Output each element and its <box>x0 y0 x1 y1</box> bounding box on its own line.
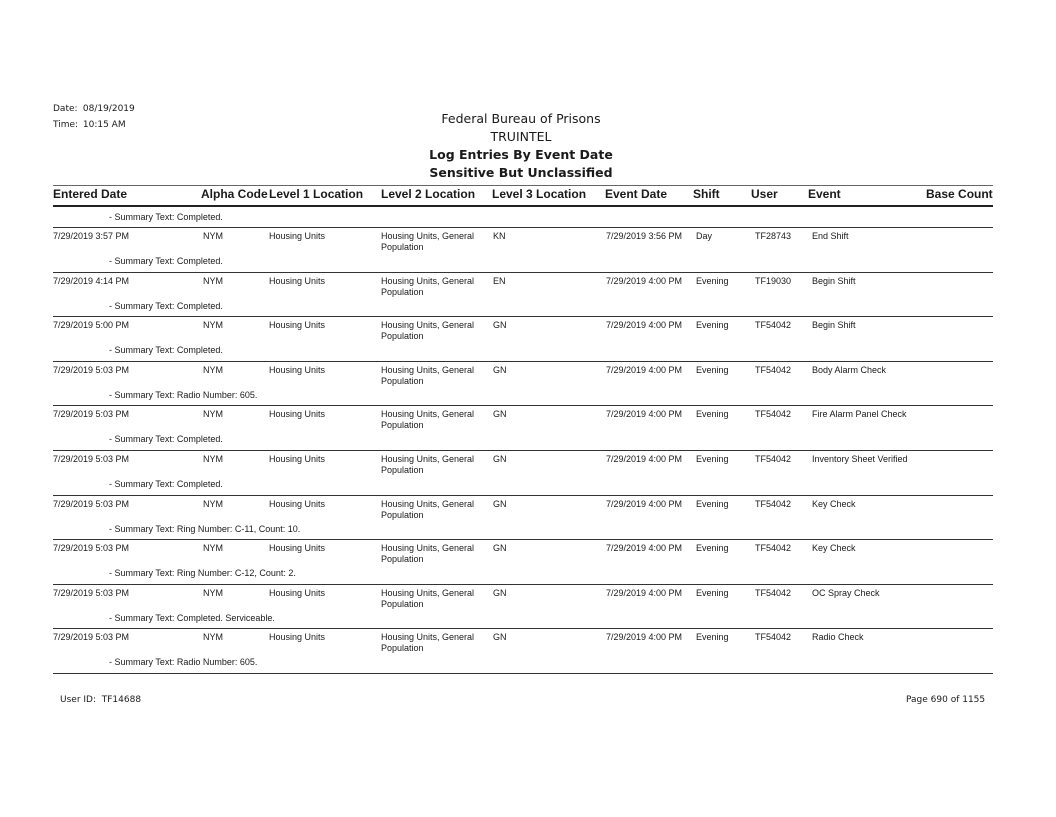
alpha-code-cell: NYM <box>203 543 223 554</box>
summary-text: - Summary Text: Completed. <box>109 212 223 222</box>
alpha-code-cell: NYM <box>203 454 223 464</box>
level2-cell: Housing Units, General Population <box>381 587 475 609</box>
date-value: 08/19/2019 <box>82 104 135 114</box>
col-level1: Level 1 Location <box>269 187 364 201</box>
shift-cell: Evening <box>696 275 729 286</box>
report-date <box>53 104 135 114</box>
level3-cell: GN <box>493 498 507 509</box>
level2-cell: Housing Units, General Population <box>381 320 475 342</box>
summary-text: - Summary Text: Ring Number: C-12, Count: 2. <box>109 568 296 579</box>
event-date-cell: 7/29/2019 4:00 PM <box>606 320 683 331</box>
col-base-count: Base Count <box>926 187 993 201</box>
entered-date-cell: 7/29/2019 5:03 PM <box>53 587 130 598</box>
level2-cell: Housing Units, General Population <box>381 275 475 297</box>
summary-text: - Summary Text: Completed. <box>109 256 223 266</box>
event-date-cell: 7/29/2019 4:00 PM <box>606 454 683 464</box>
level3-cell: GN <box>493 543 507 554</box>
alpha-code-cell: NYM <box>203 632 223 643</box>
col-level2: Level 2 Location <box>381 187 476 201</box>
alpha-code-cell: NYM <box>203 498 223 509</box>
entered-date-cell: 7/29/2019 5:00 PM <box>53 320 130 331</box>
user-id-label: User ID: <box>60 695 96 705</box>
level3-cell: GN <box>493 409 507 420</box>
col-shift: Shift <box>693 187 720 201</box>
user-cell: TF54042 <box>755 320 792 331</box>
level3-cell: GN <box>493 364 507 375</box>
user-id-value: TF14688 <box>101 695 142 705</box>
col-entered-date: Entered Date <box>53 187 128 201</box>
alpha-code-cell: NYM <box>203 364 223 375</box>
col-alpha-code: Alpha Code <box>201 187 268 201</box>
alpha-code-cell: NYM <box>203 275 223 286</box>
level1-cell: Housing Units <box>269 231 326 241</box>
row-rule <box>53 628 993 629</box>
col-event-date: Event Date <box>605 187 668 201</box>
summary-text: - Summary Text: Radio Number: 605. <box>109 389 258 400</box>
row-rule <box>53 584 993 585</box>
event-date-cell: 7/29/2019 4:00 PM <box>606 587 683 598</box>
summary-text: - Summary Text: Completed. <box>109 300 223 311</box>
level3-cell: GN <box>493 587 507 598</box>
header-top-rule <box>53 185 993 186</box>
user-cell: TF28743 <box>755 231 792 241</box>
level1-cell: Housing Units <box>269 543 326 554</box>
classification: Sensitive But Unclassified <box>429 165 613 180</box>
entered-date-cell: 7/29/2019 4:14 PM <box>53 275 130 286</box>
level1-cell: Housing Units <box>269 632 326 643</box>
system-name: TRUINTEL <box>490 129 552 144</box>
level1-cell: Housing Units <box>269 364 326 375</box>
level1-cell: Housing Units <box>269 454 326 464</box>
level1-cell: Housing Units <box>269 320 326 331</box>
event-cell: Key Check <box>812 498 856 509</box>
alpha-code-cell: NYM <box>203 409 223 420</box>
alpha-code-cell: NYM <box>203 231 223 241</box>
time-value: 10:15 AM <box>82 120 126 130</box>
entered-date-cell: 7/29/2019 5:03 PM <box>53 409 130 420</box>
shift-cell: Evening <box>696 543 729 554</box>
level1-cell: Housing Units <box>269 275 326 286</box>
event-date-cell: 7/29/2019 4:00 PM <box>606 409 683 420</box>
summary-text: - Summary Text: Ring Number: C-11, Count: 10. <box>109 523 301 534</box>
shift-cell: Evening <box>696 320 729 331</box>
user-cell: TF54042 <box>755 632 792 643</box>
header-rule <box>53 205 993 207</box>
shift-cell: Evening <box>696 587 729 598</box>
level1-cell: Housing Units <box>269 587 326 598</box>
user-cell: TF54042 <box>755 454 792 464</box>
entered-date-cell: 7/29/2019 5:03 PM <box>53 364 130 375</box>
col-event: Event <box>808 187 841 201</box>
report-time <box>53 120 126 130</box>
level3-cell: KN <box>493 231 506 241</box>
summary-text: - Summary Text: Completed. <box>109 479 223 489</box>
row-rule <box>53 272 993 273</box>
col-level3: Level 3 Location <box>492 187 587 201</box>
row-rule <box>53 316 993 317</box>
level2-cell: Housing Units, General Population <box>381 454 475 475</box>
entered-date-cell: 7/29/2019 5:03 PM <box>53 454 130 464</box>
alpha-code-cell: NYM <box>203 587 223 598</box>
event-cell: Begin Shift <box>812 320 856 331</box>
event-cell: Body Alarm Check <box>812 364 887 375</box>
user-cell: TF54042 <box>755 543 792 554</box>
page-number: Page 690 of 1155 <box>906 695 986 705</box>
level2-cell: Housing Units, General Population <box>381 632 475 654</box>
event-cell: Fire Alarm Panel Check <box>812 409 907 420</box>
time-label: Time: <box>53 120 79 130</box>
row-rule <box>53 495 993 496</box>
level3-cell: GN <box>493 632 507 643</box>
user-cell: TF54042 <box>755 498 792 509</box>
level1-cell: Housing Units <box>269 409 326 420</box>
row-rule <box>53 227 993 228</box>
summary-text: - Summary Text: Completed. Serviceable. <box>109 612 275 623</box>
date-label: Date: <box>53 104 78 114</box>
level3-cell: GN <box>493 320 507 331</box>
event-cell: End Shift <box>812 231 849 241</box>
user-cell: TF54042 <box>755 364 792 375</box>
summary-text: - Summary Text: Completed. <box>109 434 223 445</box>
level2-cell: Housing Units, General Population <box>381 543 475 565</box>
level2-cell: Housing Units, General Population <box>381 498 475 520</box>
shift-cell: Evening <box>696 454 729 464</box>
event-date-cell: 7/29/2019 4:00 PM <box>606 543 683 554</box>
report-title: Log Entries By Event Date <box>429 147 613 162</box>
level3-cell: EN <box>493 275 506 286</box>
shift-cell: Evening <box>696 632 729 643</box>
shift-cell: Evening <box>696 364 729 375</box>
shift-cell: Evening <box>696 409 729 420</box>
entered-date-cell: 7/29/2019 5:03 PM <box>53 543 130 554</box>
event-cell: OC Spray Check <box>812 587 880 598</box>
row-rule <box>53 539 993 540</box>
event-date-cell: 7/29/2019 4:00 PM <box>606 498 683 509</box>
footer-user <box>60 695 141 705</box>
event-cell: Radio Check <box>812 632 864 643</box>
event-cell: Inventory Sheet Verified <box>812 454 908 464</box>
level2-cell: Housing Units, General Population <box>381 364 475 386</box>
summary-text: - Summary Text: Completed. <box>109 345 223 356</box>
shift-cell: Evening <box>696 498 729 509</box>
row-rule <box>53 450 993 451</box>
user-cell: TF19030 <box>755 275 792 286</box>
user-cell: TF54042 <box>755 587 792 598</box>
entered-date-cell: 7/29/2019 5:03 PM <box>53 632 130 643</box>
level1-cell: Housing Units <box>269 498 326 509</box>
row-rule <box>53 361 993 362</box>
shift-cell: Day <box>696 231 713 241</box>
user-cell: TF54042 <box>755 409 792 420</box>
entered-date-cell: 7/29/2019 5:03 PM <box>53 498 130 509</box>
table-end-rule <box>53 673 993 674</box>
entered-date-cell: 7/29/2019 3:57 PM <box>53 231 130 241</box>
event-date-cell: 7/29/2019 4:00 PM <box>606 632 683 643</box>
level2-cell: Housing Units, General Population <box>381 409 475 431</box>
row-rule <box>53 405 993 406</box>
event-date-cell: 7/29/2019 3:56 PM <box>606 231 683 241</box>
level3-cell: GN <box>493 454 507 464</box>
event-cell: Begin Shift <box>812 275 856 286</box>
event-date-cell: 7/29/2019 4:00 PM <box>606 364 683 375</box>
col-user: User <box>751 187 778 201</box>
report-title-block <box>380 110 662 182</box>
event-date-cell: 7/29/2019 4:00 PM <box>606 275 683 286</box>
level2-cell: Housing Units, General Population <box>381 231 475 252</box>
org-name: Federal Bureau of Prisons <box>441 111 601 126</box>
event-cell: Key Check <box>812 543 856 554</box>
summary-text: - Summary Text: Radio Number: 605. <box>109 657 258 668</box>
alpha-code-cell: NYM <box>203 320 223 331</box>
